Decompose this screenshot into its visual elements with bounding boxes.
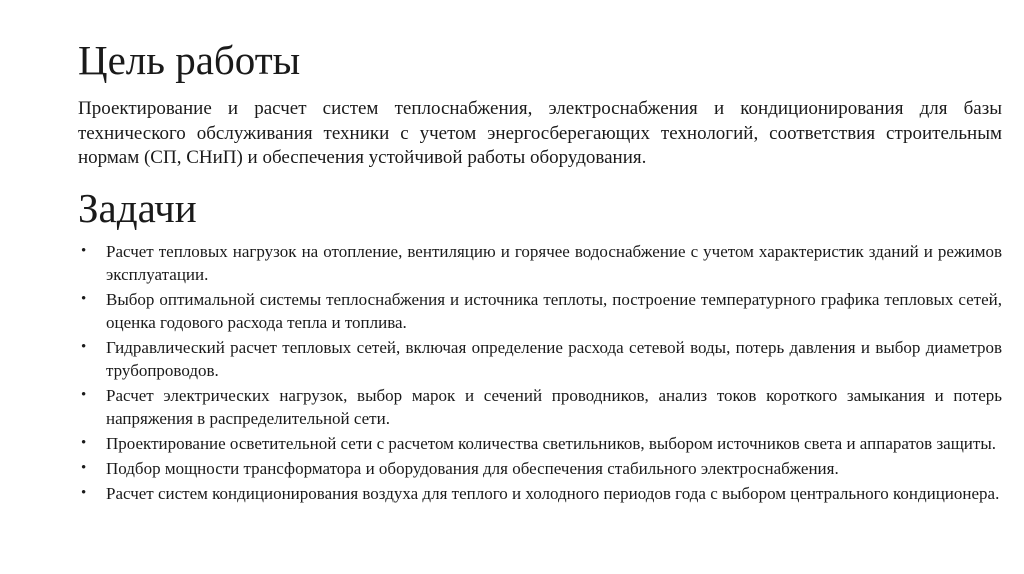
tasks-title: Задачи: [78, 185, 197, 231]
bullet-icon: •: [81, 291, 87, 307]
task-text: Гидравлический расчет тепловых сетей, включая определение расхода сетевой воды, потерь давления и выбор диаметров трубопроводов.: [106, 338, 1002, 380]
bullet-icon: •: [81, 435, 87, 451]
task-text: Расчет систем кондиционирования воздуха для теплого и холодного периодов года с выбором центрального кондиционера.: [106, 484, 1000, 503]
list-item: [78, 432, 1002, 455]
task-text: Проектирование осветительной сети с расчетом количества светильников, выбором источников света и аппаратов защиты.: [106, 434, 997, 453]
goal-title: Цель работы: [78, 37, 301, 83]
list-item: [78, 240, 1002, 286]
list-item: [78, 482, 1002, 505]
bullet-icon: •: [81, 339, 87, 355]
task-text: Расчет электрических нагрузок, выбор марок и сечений проводников, анализ токов короткого замыкания и потерь напряжения в распределительной сети.: [106, 386, 1002, 428]
task-text: Подбор мощности трансформатора и оборудования для обеспечения стабильного электроснабжения.: [106, 459, 839, 478]
bullet-icon: •: [81, 243, 87, 259]
task-text: Расчет тепловых нагрузок на отопление, вентиляцию и горячее водоснабжение с учетом характеристик зданий и режимов эксплуатации.: [106, 242, 1002, 284]
goal-text: Проектирование и расчет систем теплоснабжения, электроснабжения и кондиционирования для базы технического обслуживания техники с учетом энергосберегающих технологий, соответствия строительным нормам (СП, СНиП) и обеспечения устойчивой работы оборудования.: [78, 98, 1002, 168]
bullet-icon: •: [81, 460, 87, 476]
tasks-list: [78, 240, 1002, 507]
list-item: [78, 336, 1002, 382]
bullet-icon: •: [81, 387, 87, 403]
list-item: [78, 457, 1002, 480]
bullet-icon: •: [81, 485, 87, 501]
task-text: Выбор оптимальной системы теплоснабжения и источника теплоты, построение температурного графика тепловых сетей, оценка годового расхода тепла и топлива.: [106, 290, 1002, 332]
list-item: [78, 288, 1002, 334]
list-item: [78, 384, 1002, 430]
